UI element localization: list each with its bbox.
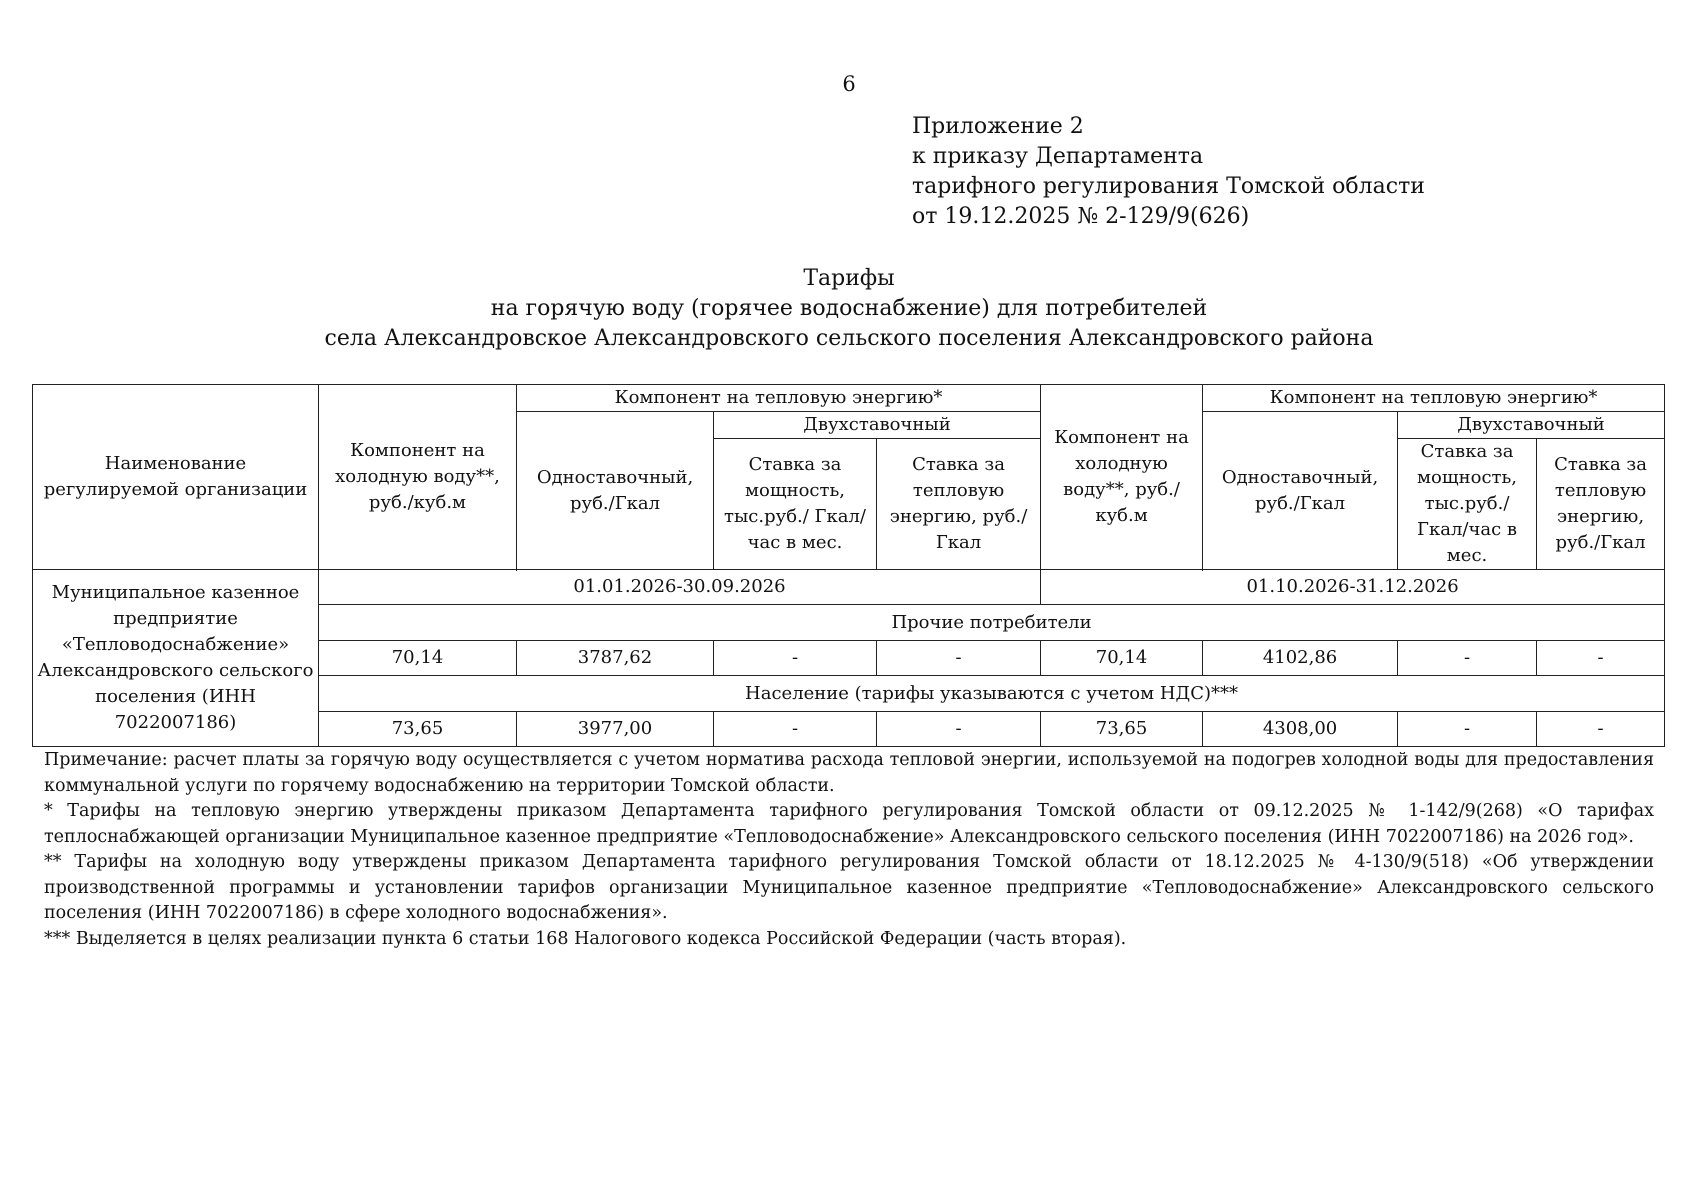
appendix-line-2: к приказу Департамента [912,144,1204,169]
appendix-line-1: Приложение 2 [912,114,1084,139]
other-single-rate-1: 3787,62 [517,641,714,676]
other-cold-water-1: 70,14 [319,641,517,676]
group-population: Население (тарифы указываются с учетом НДС)*** [319,676,1665,712]
other-single-rate-2: 4102,86 [1203,641,1398,676]
header-two-rate: Двухставочный [714,412,1041,439]
note-1: * Тарифы на тепловую энергию утверждены приказом Департамента тарифного регулирования Томской области от 09.12.2025 № 1-142/9(268) «О тарифах теплоснабжающей организации Муниципальное казенное предприятие «Тепловодоснабжение» Александровского сельского поселения (ИНН 7022007186) на 2026 год». [44,801,1654,847]
population-single-rate-1: 3977,00 [517,712,714,747]
header-cold-water: Компонент на холодную воду**, руб./куб.м [319,385,517,570]
title-line-3: села Александровское Александровского сельского поселения Александровского района [324,326,1374,351]
group-other-consumers: Прочие потребители [319,605,1665,641]
note-main: Примечание: расчет платы за горячую воду осуществляется с учетом норматива расхода тепловой энергии, используемой на подогрев холодной воды для предоставления коммунальной услуги по горячему водоснабжению на территории Томской области. [44,750,1654,796]
header-heat-component-2: Компонент на тепловую энергию* [1203,385,1665,412]
population-energy-rate-2: - [1537,712,1665,747]
other-cold-water-2: 70,14 [1041,641,1203,676]
period-2: 01.10.2026-31.12.2026 [1041,570,1665,605]
other-capacity-rate-1: - [714,641,877,676]
header-two-rate-2: Двухставочный [1398,412,1665,439]
title-line-1: Тарифы [803,266,895,291]
appendix-line-4: от 19.12.2025 № 2-129/9(626) [912,204,1250,229]
population-cold-water-1: 73,65 [319,712,517,747]
population-cold-water-2: 73,65 [1041,712,1203,747]
appendix-block [912,112,1425,232]
header-capacity-rate: Ставка за мощность, тыс.руб./ Гкал/час в мес. [714,439,877,570]
period-1: 01.01.2026-30.09.2026 [319,570,1041,605]
header-org-name: Наименование регулируемой организации [33,385,319,570]
document-title [0,264,1698,354]
org-name-cell: Муниципальное казенное предприятие «Тепловодоснабжение» Александровского сельского поселения (ИНН 7022007186) [33,570,319,747]
population-capacity-rate-2: - [1398,712,1537,747]
tariff-table [32,384,1665,747]
population-single-rate-2: 4308,00 [1203,712,1398,747]
note-2: ** Тарифы на холодную воду утверждены приказом Департамента тарифного регулирования Томской области от 18.12.2025 № 4-130/9(518) «Об утверждении производственной программы и установлении тарифов организации Муниципальное казенное предприятие «Тепловодоснабжение» Александровского сельского поселения (ИНН 7022007186) в сфере холодного водоснабжения». [44,852,1654,923]
note-3: *** Выделяется в целях реализации пункта 6 статьи 168 Налогового кодекса Российской Федерации (часть вторая). [44,928,1127,949]
other-energy-rate-2: - [1537,641,1665,676]
header-capacity-rate-2: Ставка за мощность, тыс.руб./ Гкал/час в мес. [1398,439,1537,570]
population-capacity-rate-1: - [714,712,877,747]
header-cold-water-2: Компонент на холодную воду**, руб./куб.м [1041,385,1203,570]
other-capacity-rate-2: - [1398,641,1537,676]
header-single-rate-2: Одноставочный, руб./Гкал [1203,412,1398,570]
header-single-rate: Одноставочный, руб./Гкал [517,412,714,570]
header-heat-component: Компонент на тепловую энергию* [517,385,1041,412]
header-energy-rate-2: Ставка за тепловую энергию, руб./Гкал [1537,439,1665,570]
title-line-2: на горячую воду (горячее водоснабжение) для потребителей [490,296,1208,321]
header-energy-rate: Ставка за тепловую энергию, руб./Гкал [877,439,1041,570]
notes-block [44,748,1654,952]
appendix-line-3: тарифного регулирования Томской области [912,174,1425,199]
other-energy-rate-1: - [877,641,1041,676]
page-number: 6 [842,72,856,96]
population-energy-rate-1: - [877,712,1041,747]
